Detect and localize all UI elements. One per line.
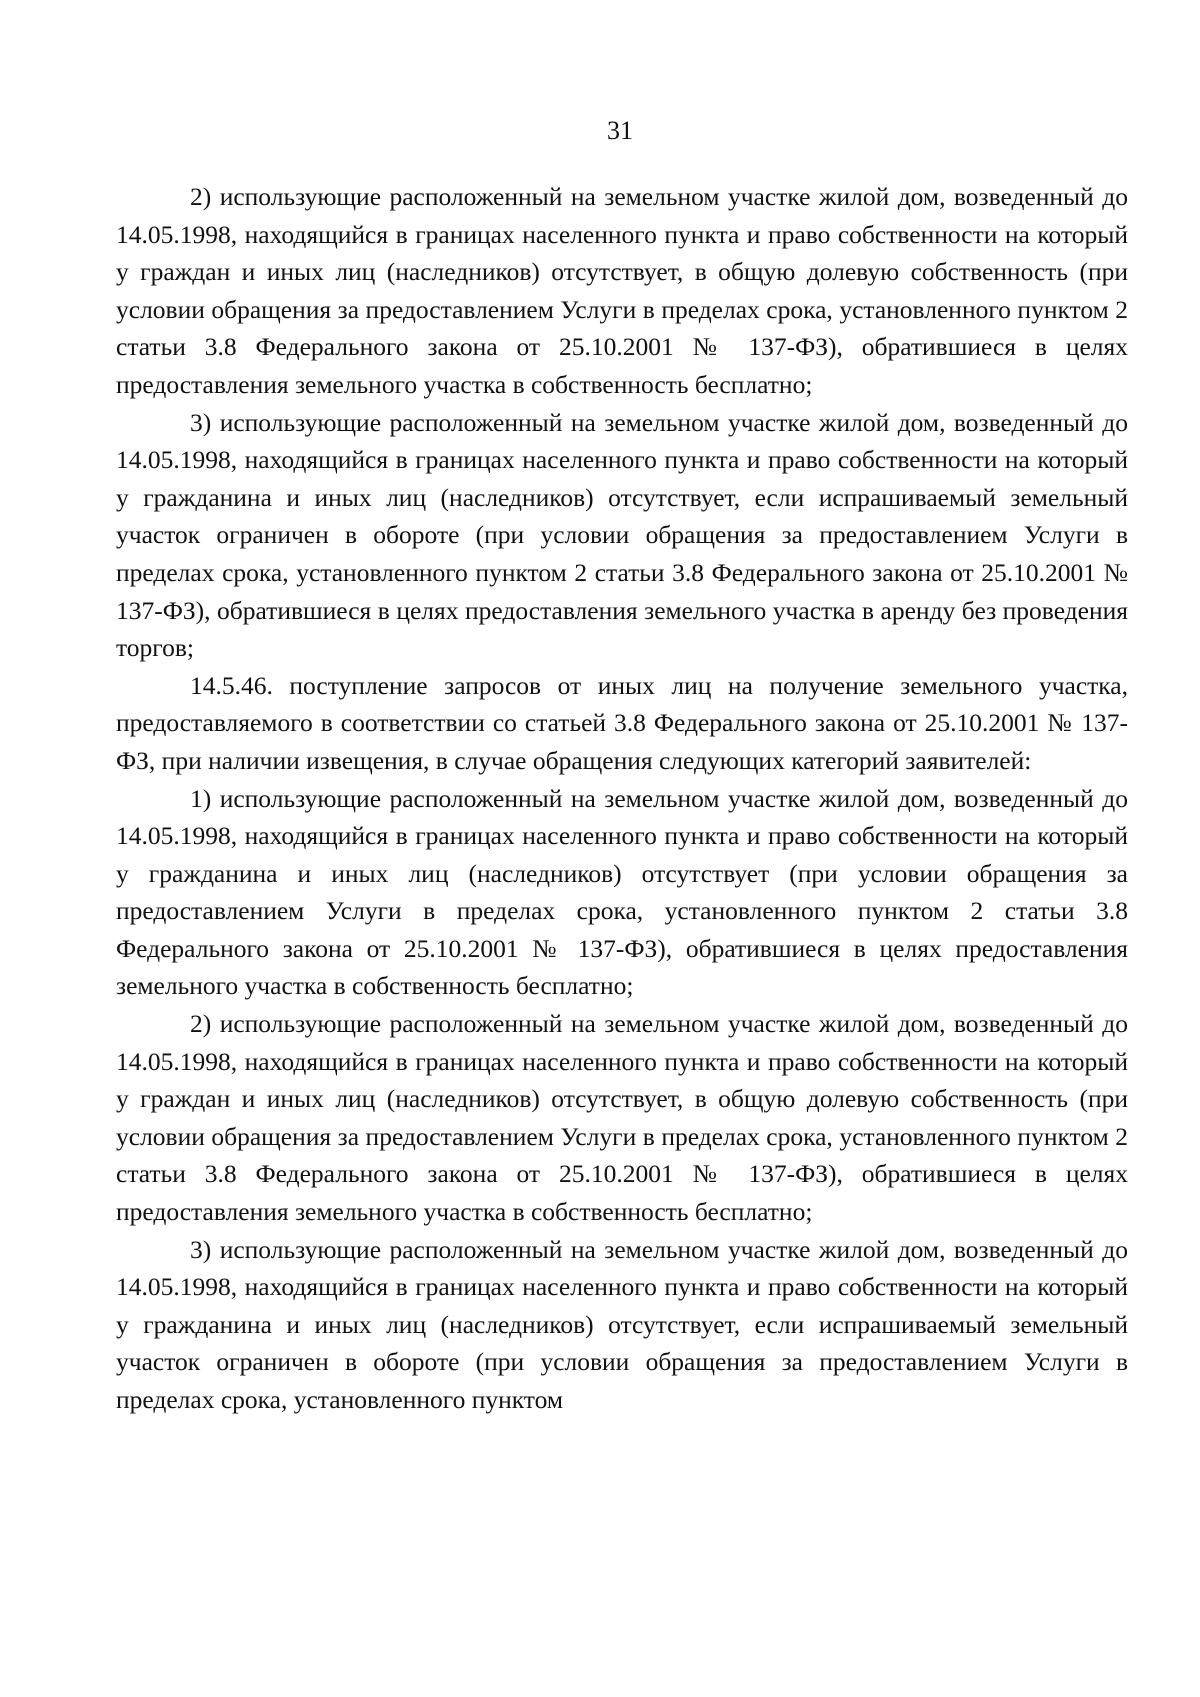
- paragraph-item-3-lease: 3) использующие расположенный на земельном участке жилой дом, возведенный до 14.05.1998, находящийся в границах населенного пункта и право собственности на который у гражданина и иных лиц (наследников) отсутствует, если испрашиваемый земельный участок ограничен в обороте (при условии обращения за предоставлением Услуги в пределах срока, установленного пунктом 2 статьи 3.8 Федерального закона от 25.10.2001 № 137-ФЗ), обратившиеся в целях предоставления земельного участка в аренду без проведения торгов;: [116, 407, 1128, 663]
- page-number: 31: [607, 116, 633, 145]
- paragraph-item-2-shared-ownership: 2) использующие расположенный на земельном участке жилой дом, возведенный до 14.05.1998, находящийся в границах населенного пункта и право собственности на который у граждан и иных лиц (наследников) отсутствует, в общую долевую собственность (при условии обращения за предоставлением Услуги в пределах срока, установленного пунктом 2 статьи 3.8 Федерального закона от 25.10.2001 № 137-ФЗ), обратившиеся в целях предоставления земельного участка в собственность бесплатно;: [116, 182, 1128, 399]
- paragraph-item-2-shared-ownership-repeat: 2) использующие расположенный на земельном участке жилой дом, возведенный до 14.05.1998, находящийся в границах населенного пункта и право собственности на который у граждан и иных лиц (наследников) отсутствует, в общую долевую собственность (при условии обращения за предоставлением Услуги в пределах срока, установленного пунктом 2 статьи 3.8 Федерального закона от 25.10.2001 № 137-ФЗ), обратившиеся в целях предоставления земельного участка в собственность бесплатно;: [116, 1009, 1128, 1227]
- paragraph-item-1-ownership: 1) использующие расположенный на земельном участке жилой дом, возведенный до 14.05.1998, находящийся в границах населенного пункта и право собственности на который у гражданина и иных лиц (наследников) отсутствует (при условии обращения за предоставлением Услуги в пределах срока, установленного пунктом 2 статьи 3.8 Федерального закона от 25.10.2001 № 137-ФЗ), обратившиеся в целях предоставления земельного участка в собственность бесплатно;: [116, 783, 1128, 1001]
- document-body: [116, 178, 1128, 1419]
- paragraph-clause-14-5-46: 14.5.46. поступление запросов от иных лиц на получение земельного участка, предоставляемого в соответствии со статьей 3.8 Федерального закона от 25.10.2001 № 137-ФЗ, при наличии извещения, в случае обращения следующих категорий заявителей:: [116, 670, 1128, 775]
- paragraph-item-3-restricted-turnover: 3) использующие расположенный на земельном участке жилой дом, возведенный до 14.05.1998, находящийся в границах населенного пункта и право собственности на который у гражданина и иных лиц (наследников) отсутствует, если испрашиваемый земельный участок ограничен в обороте (при условии обращения за предоставлением Услуги в пределах срока, установленного пунктом: [116, 1234, 1128, 1414]
